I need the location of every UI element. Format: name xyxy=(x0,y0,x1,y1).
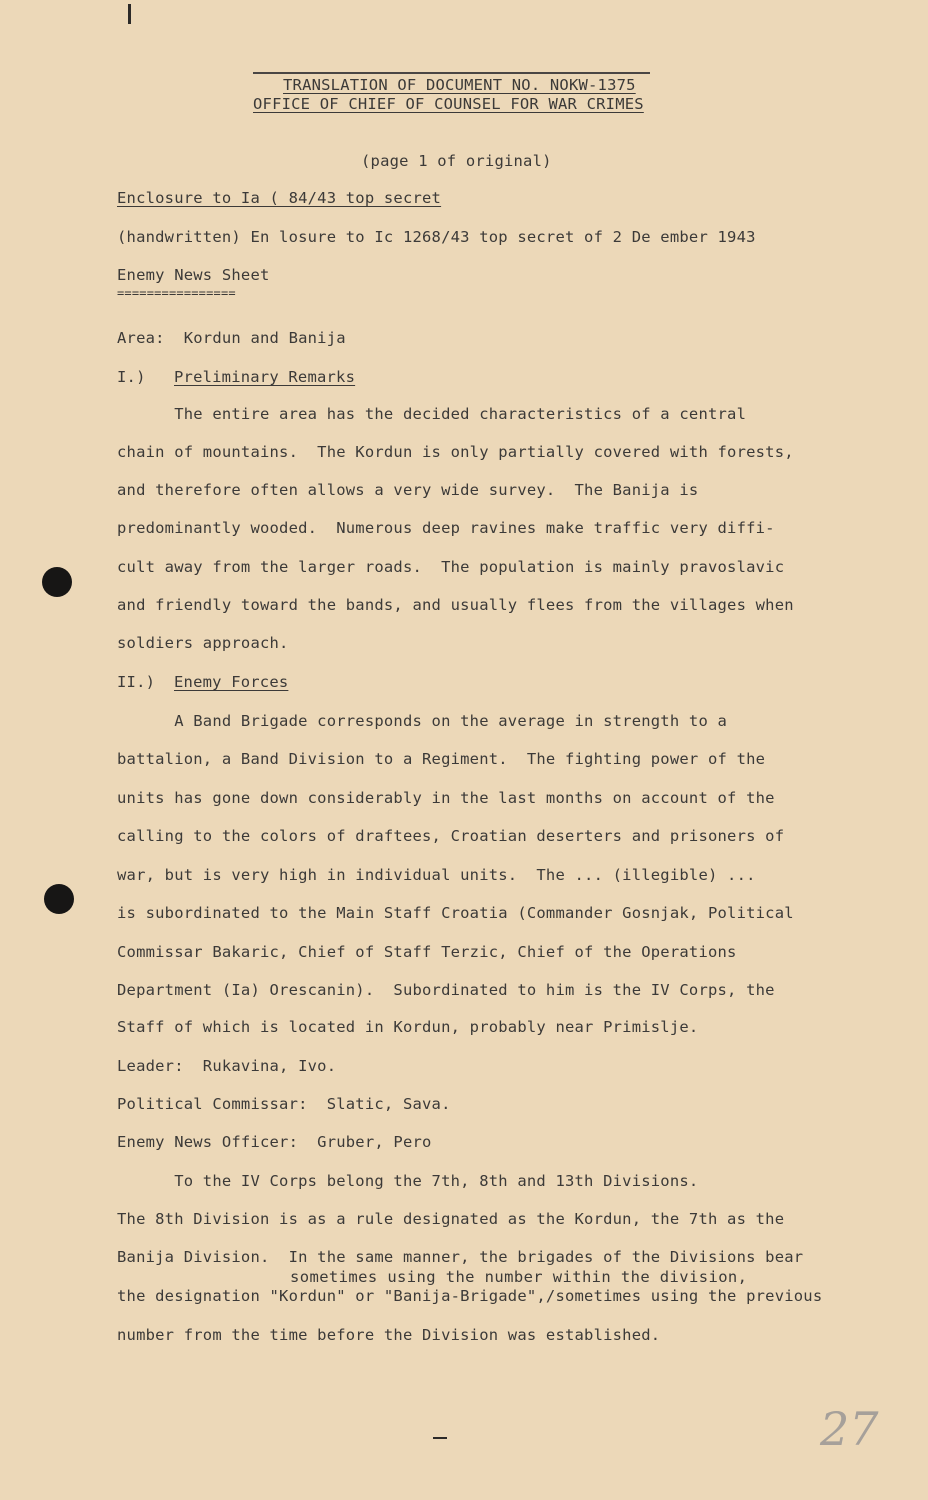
page-reference: (page 1 of original) xyxy=(361,152,552,170)
leader-line: Leader: Rukavina, Ivo. xyxy=(117,1057,337,1075)
handwritten-enclosure-line: (handwritten) En losure to Ic 1268/43 top secret of 2 De ember 1943 xyxy=(117,228,756,246)
paragraph-line: Department (Ia) Orescanin). Subordinated to him is the IV Corps, the xyxy=(117,981,775,999)
paragraph-line: number from the time before the Division was established. xyxy=(117,1326,661,1344)
paragraph-line: the designation "Kordun" or "Banija-Brigade",/sometimes using the previous xyxy=(117,1287,823,1305)
area-line: Area: Kordun and Banija xyxy=(117,329,346,347)
punch-hole-lower xyxy=(44,884,74,914)
paragraph-line: Staff of which is located in Kordun, probably near Primislje. xyxy=(117,1018,699,1036)
paragraph-line: chain of mountains. The Kordun is only partially covered with forests, xyxy=(117,443,794,461)
paragraph-line: and friendly toward the bands, and usually flees from the villages when xyxy=(117,596,794,614)
paragraph-line: is subordinated to the Main Staff Croatia (Commander Gosnjak, Political xyxy=(117,904,794,922)
section-1-number: I.) xyxy=(117,368,146,386)
paragraph-line: cult away from the larger roads. The population is mainly pravoslavic xyxy=(117,558,785,576)
paragraph-line: soldiers approach. xyxy=(117,634,289,652)
header-top-rule xyxy=(253,72,650,74)
paragraph-line: predominantly wooded. Numerous deep ravines make traffic very diffi- xyxy=(117,519,775,537)
paragraph-line: A Band Brigade corresponds on the average in strength to a xyxy=(117,712,728,730)
header-line-2: OFFICE OF CHIEF OF COUNSEL FOR WAR CRIMES xyxy=(253,95,644,113)
punch-hole-upper xyxy=(42,567,72,597)
paragraph-line: The entire area has the decided characteristics of a central xyxy=(117,405,747,423)
stray-mark-bottom xyxy=(433,1437,447,1439)
handwritten-insertion: sometimes using the number within the division, xyxy=(290,1268,748,1286)
sheet-title-underline: ================ xyxy=(117,286,236,300)
paragraph-line: units has gone down considerably in the last months on account of the xyxy=(117,789,775,807)
paragraph-line: Banija Division. In the same manner, the brigades of the Divisions bear xyxy=(117,1248,804,1266)
paragraph-line: To the IV Corps belong the 7th, 8th and 13th Divisions. xyxy=(117,1172,699,1190)
section-2-title: Enemy Forces xyxy=(174,673,289,691)
paragraph-line: The 8th Division is as a rule designated as the Kordun, the 7th as the xyxy=(117,1210,785,1228)
paragraph-line: calling to the colors of draftees, Croatian deserters and prisoners of xyxy=(117,827,785,845)
news-officer-line: Enemy News Officer: Gruber, Pero xyxy=(117,1133,432,1151)
commissar-line: Political Commissar: Slatic, Sava. xyxy=(117,1095,451,1113)
paragraph-line: Commissar Bakaric, Chief of Staff Terzic, Chief of the Operations xyxy=(117,943,737,961)
paragraph-line: battalion, a Band Division to a Regiment. The fighting power of the xyxy=(117,750,766,768)
paragraph-line: and therefore often allows a very wide survey. The Banija is xyxy=(117,481,699,499)
stray-mark-top xyxy=(128,4,131,24)
sheet-title: Enemy News Sheet xyxy=(117,266,270,284)
header-line-1: TRANSLATION OF DOCUMENT NO. NOKW-1375 xyxy=(283,76,636,94)
enclosure-line: Enclosure to Ia ( 84/43 top secret xyxy=(117,189,442,207)
page-number: 27 xyxy=(820,1402,879,1456)
section-2-number: II.) xyxy=(117,673,156,691)
paragraph-line: war, but is very high in individual units. The ... (illegible) ... xyxy=(117,866,756,884)
section-1-title: Preliminary Remarks xyxy=(174,368,356,386)
